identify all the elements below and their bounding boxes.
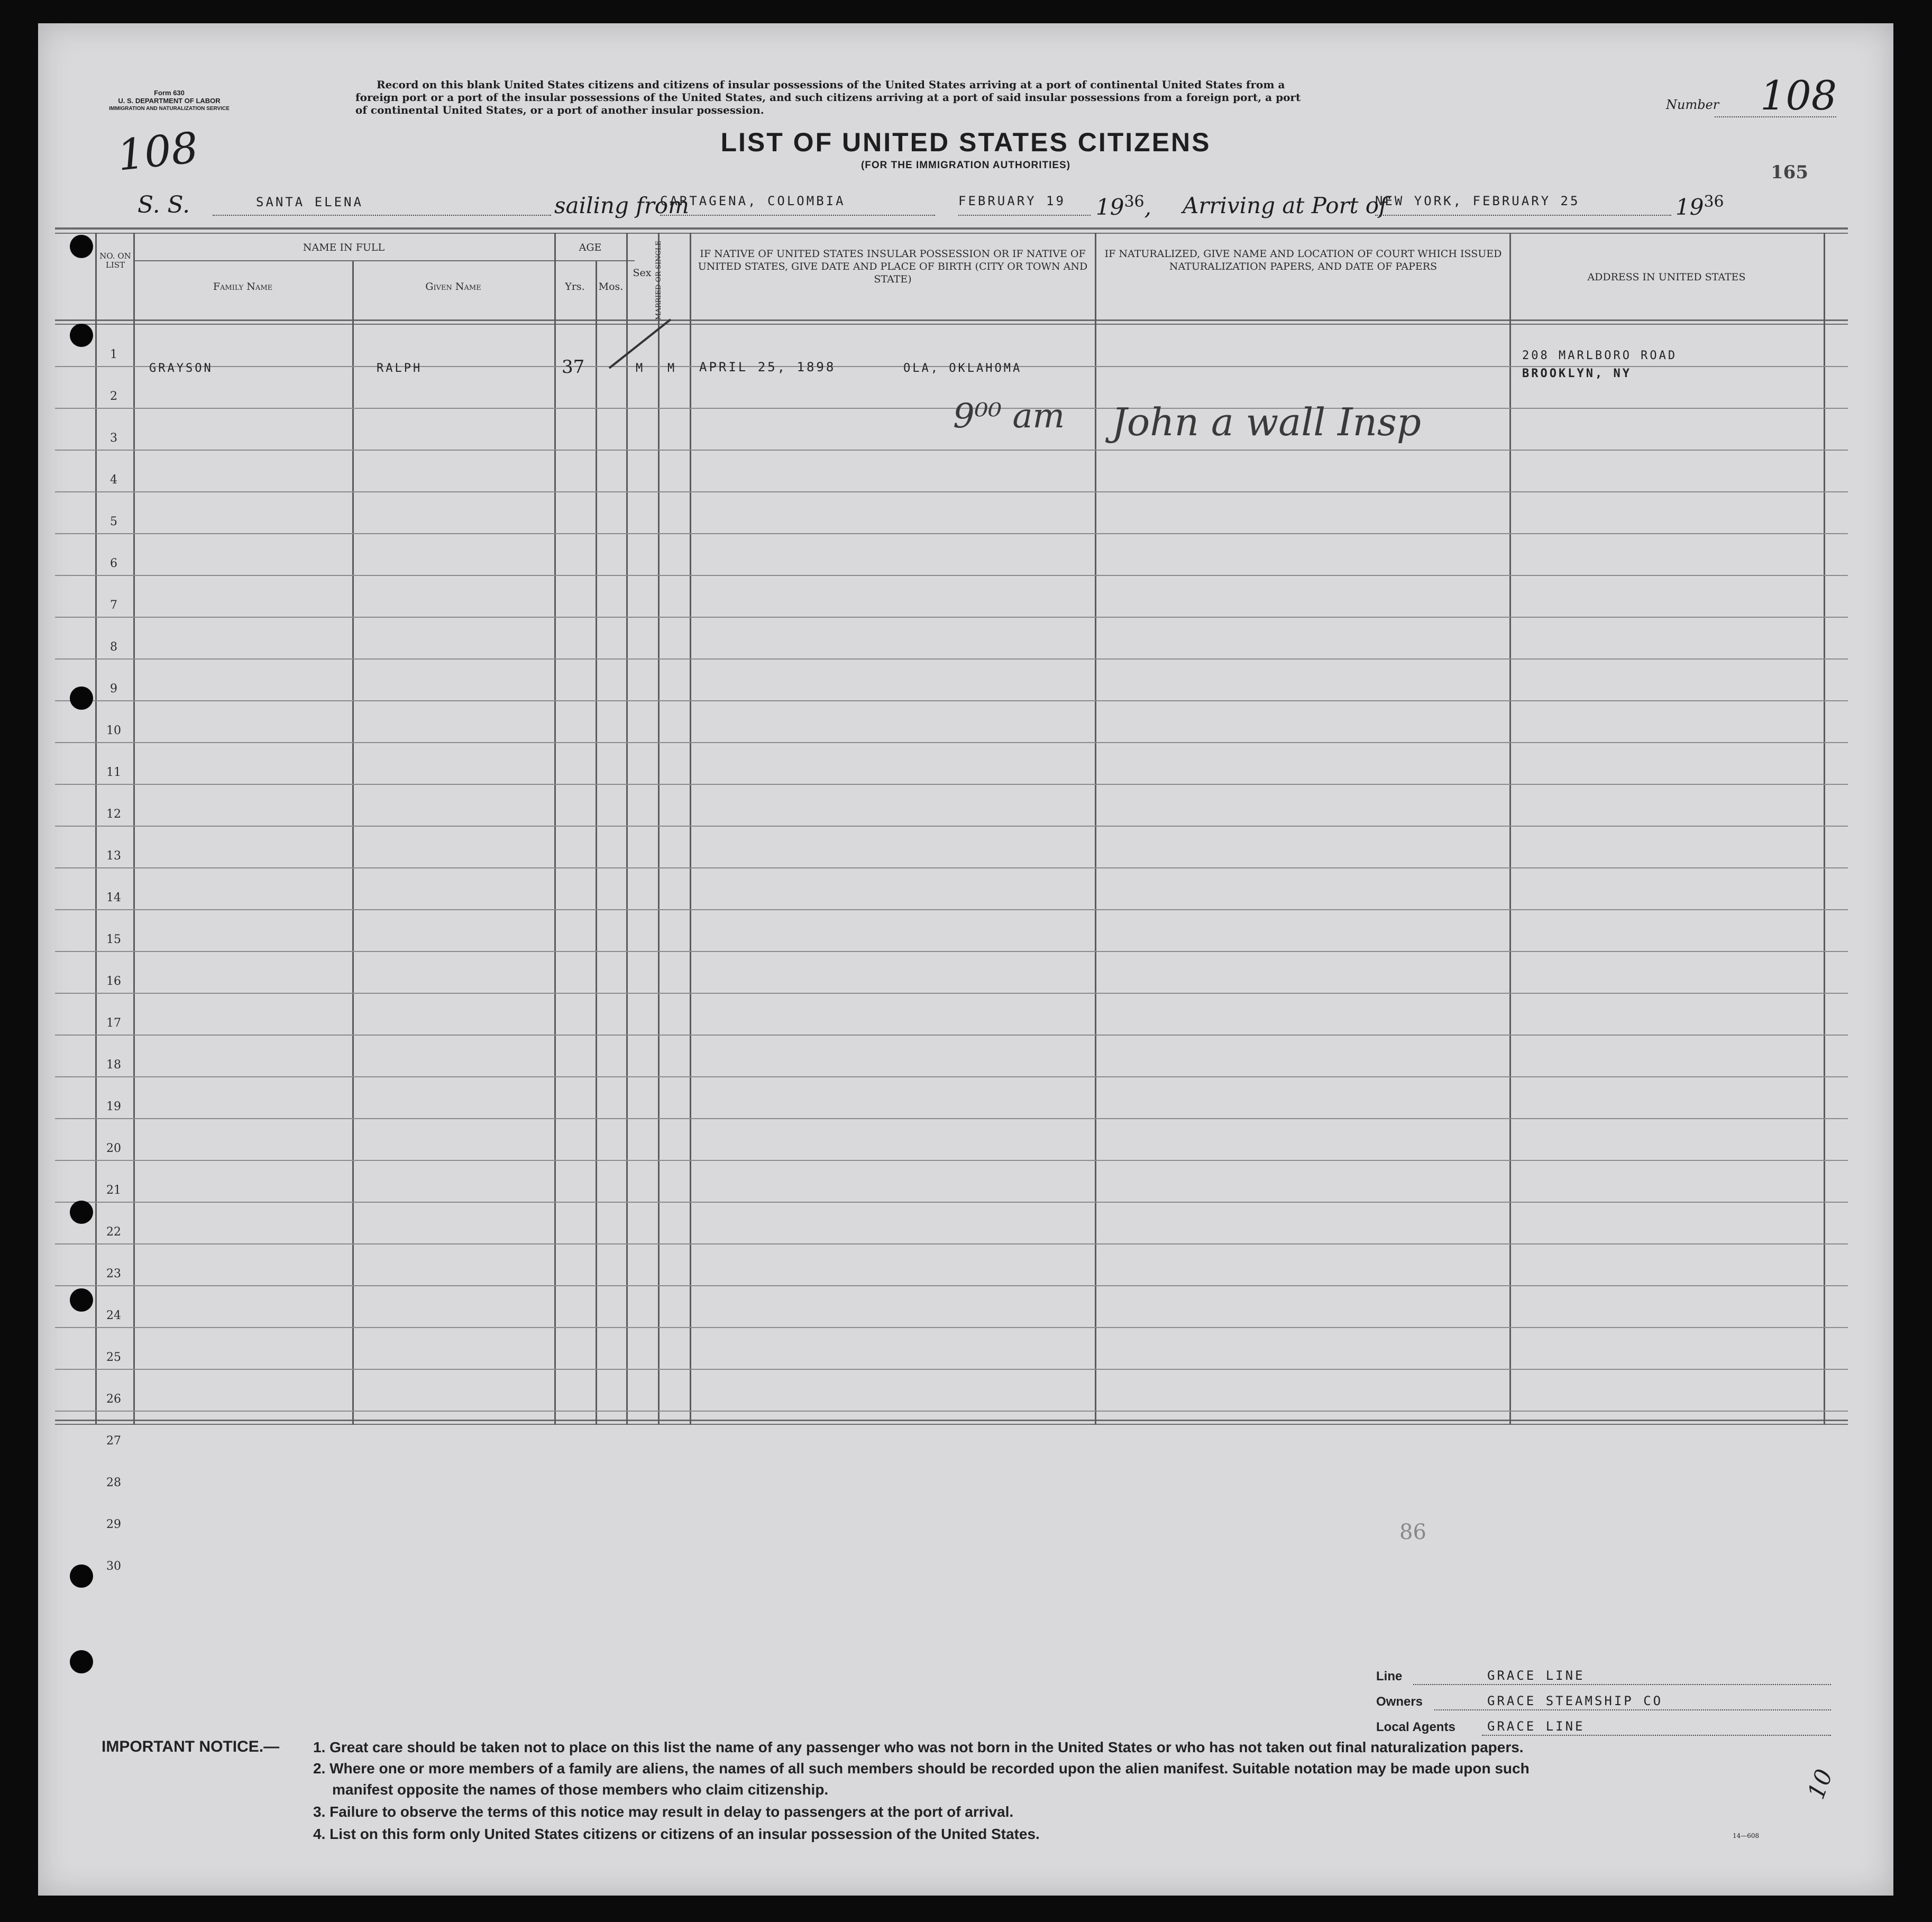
col-header-married: MARRIED OR SINGLE	[655, 241, 663, 320]
row-number: 1	[110, 348, 117, 361]
entry-address-line1: 208 MARLBORO ROAD	[1522, 349, 1678, 362]
inspector-signature: John a wall Insp	[1112, 400, 1421, 444]
entry-family-name: GRAYSON	[149, 362, 213, 375]
margin-note: 10	[1802, 1765, 1838, 1803]
row-number: 20	[106, 1142, 121, 1155]
row-number: 3	[110, 432, 117, 445]
owners-underline	[1434, 1709, 1831, 1710]
col-header-address: ADDRESS IN UNITED STATES	[1587, 271, 1746, 283]
row-number: 4	[110, 473, 117, 487]
notice-2: 2. Where one or more members of a family are aliens, the names of all such members should be recorded upon the alien manifest. Suitable notation may be made upon such	[313, 1760, 1530, 1777]
number-value: 108	[1760, 72, 1837, 119]
punch-hole	[70, 1564, 93, 1588]
row-number: 24	[106, 1309, 121, 1322]
year-prefix-2: 19	[1675, 194, 1704, 220]
stamp-86: 86	[1399, 1520, 1426, 1544]
row-number: 15	[106, 933, 121, 946]
agents-label: Local Agents	[1376, 1720, 1455, 1734]
page-title: LIST OF UNITED STATES CITIZENS	[720, 127, 1211, 157]
form-number: Form 630	[154, 89, 185, 97]
sailing-label: sailing from	[554, 193, 689, 218]
row-number: 25	[106, 1351, 121, 1364]
age-slash-mark	[609, 319, 671, 368]
entry-sex: M	[636, 362, 645, 375]
col-header-family-name: Family Name	[213, 281, 273, 292]
row-number: 19	[106, 1100, 121, 1113]
row-number: 5	[110, 515, 117, 528]
row-number: 29	[106, 1518, 121, 1531]
entry-birth-place: OLA, OKLAHOMA	[903, 362, 1022, 375]
punch-hole	[70, 235, 93, 258]
col-header-sex: Sex	[633, 267, 652, 279]
page-subtitle: (FOR THE IMMIGRATION AUTHORITIES)	[860, 160, 1071, 171]
punch-hole	[70, 1288, 93, 1312]
notice-label: IMPORTANT NOTICE.—	[102, 1738, 280, 1755]
service-name: IMMIGRATION AND NATURALIZATION SERVICE	[109, 106, 230, 112]
depart-date: FEBRUARY 19	[958, 194, 1066, 208]
owners-value: GRACE STEAMSHIP CO	[1487, 1694, 1663, 1708]
instruction-line: Record on this blank United States citizens and citizens of insular possessions of the United States arriving at a port of continental United States from a	[377, 78, 1285, 91]
row-number: 10	[106, 724, 121, 737]
col-header-mos: Mos.	[598, 281, 624, 292]
row-number: 14	[106, 891, 121, 904]
punch-hole	[70, 1650, 93, 1673]
number-label: Number	[1666, 97, 1719, 112]
entry-married: M	[667, 362, 677, 375]
entry-given-name: RALPH	[377, 362, 423, 375]
year-prefix: 19	[1096, 194, 1124, 220]
line-label: Line	[1376, 1669, 1403, 1683]
arrival: NEW YORK, FEBRUARY 25	[1375, 194, 1580, 208]
row-number: 7	[110, 599, 117, 612]
manifest-sheet	[38, 23, 1893, 1896]
ship-name: SANTA ELENA	[256, 195, 363, 209]
row-number: 13	[106, 849, 121, 863]
agents-value: GRACE LINE	[1487, 1719, 1585, 1734]
instruction-line: of continental United States, or a port of another insular possession.	[355, 104, 764, 116]
punch-hole	[70, 1201, 93, 1224]
instruction-line: foreign port or a port of the insular possessions of the United States, and such citizens arriving at a port of said insular possessions from a foreign port, a port	[355, 91, 1301, 104]
col-header-age: AGE	[579, 242, 602, 253]
col-header-yrs: Yrs.	[565, 281, 585, 292]
col-header-no: NO. ON LIST	[99, 251, 131, 270]
row-number: 9	[110, 682, 117, 695]
line-value: GRACE LINE	[1487, 1668, 1585, 1683]
notice-4: 4. List on this form only United States citizens or citizens of an insular possession of the United States.	[313, 1826, 1040, 1842]
row-number: 12	[106, 808, 121, 821]
row-number: 26	[106, 1393, 121, 1406]
entry-birth-date: APRIL 25, 1898	[699, 360, 836, 374]
punch-hole	[70, 324, 93, 347]
punch-hole	[70, 687, 93, 710]
owners-label: Owners	[1376, 1695, 1423, 1709]
row-number: 11	[106, 766, 121, 779]
entry-age-yrs: 37	[562, 356, 585, 378]
agents-underline	[1482, 1735, 1831, 1736]
col-header-native: IF NATIVE OF UNITED STATES INSULAR POSSESSION OR IF NATIVE OF UNITED STATES, GIVE DATE AND PLACE OF BIRTH (CITY OR TOWN AND STATE)	[698, 248, 1088, 285]
row-number: 23	[106, 1267, 121, 1280]
notice-3: 3. Failure to observe the terms of this notice may result in delay to passengers at the port of arrival.	[313, 1804, 1014, 1820]
line-underline	[1413, 1684, 1831, 1685]
time-note: 9⁰⁰ am	[953, 397, 1065, 436]
row-rules	[38, 23, 1893, 1451]
depart-year: 36	[1124, 193, 1144, 211]
arrival-year: 36	[1704, 193, 1724, 211]
row-number: 6	[110, 557, 117, 570]
row-number: 17	[106, 1017, 121, 1030]
row-number: 18	[106, 1058, 121, 1072]
department-name: U. S. DEPARTMENT OF LABOR	[118, 97, 221, 105]
row-number: 30	[106, 1560, 121, 1573]
row-number: 21	[106, 1184, 121, 1197]
print-code: 14—608	[1733, 1832, 1760, 1839]
row-number: 16	[106, 975, 121, 988]
entry-address-line2: BROOKLYN, NY	[1522, 367, 1632, 380]
comma: ,	[1144, 194, 1151, 220]
notice-1: 1. Great care should be taken not to place on this list the name of any passenger who was not born in the United States or who has not taken out final naturalization papers.	[313, 1739, 1524, 1755]
row-number: 28	[106, 1476, 121, 1489]
col-header-given-name: Given Name	[425, 281, 481, 292]
row-number: 27	[106, 1434, 121, 1448]
arriving-label: Arriving at Port of	[1183, 193, 1387, 218]
row-number: 2	[110, 390, 117, 403]
ss-label: S. S.	[138, 191, 190, 218]
notice-2-cont: manifest opposite the names of those members who claim citizenship.	[332, 1781, 829, 1798]
handwritten-number: 108	[115, 123, 201, 180]
row-number: 8	[110, 640, 117, 654]
from-port: CARTAGENA, COLOMBIA	[660, 194, 846, 208]
col-header-name-in-full: NAME IN FULL	[303, 242, 385, 253]
row-number: 22	[106, 1225, 121, 1239]
col-header-naturalized: IF NATURALIZED, GIVE NAME AND LOCATION OF COURT WHICH ISSUED NATURALIZATION PAPERS, AND DATE OF PAPERS	[1104, 248, 1502, 272]
stamp-number: 165	[1771, 162, 1808, 183]
